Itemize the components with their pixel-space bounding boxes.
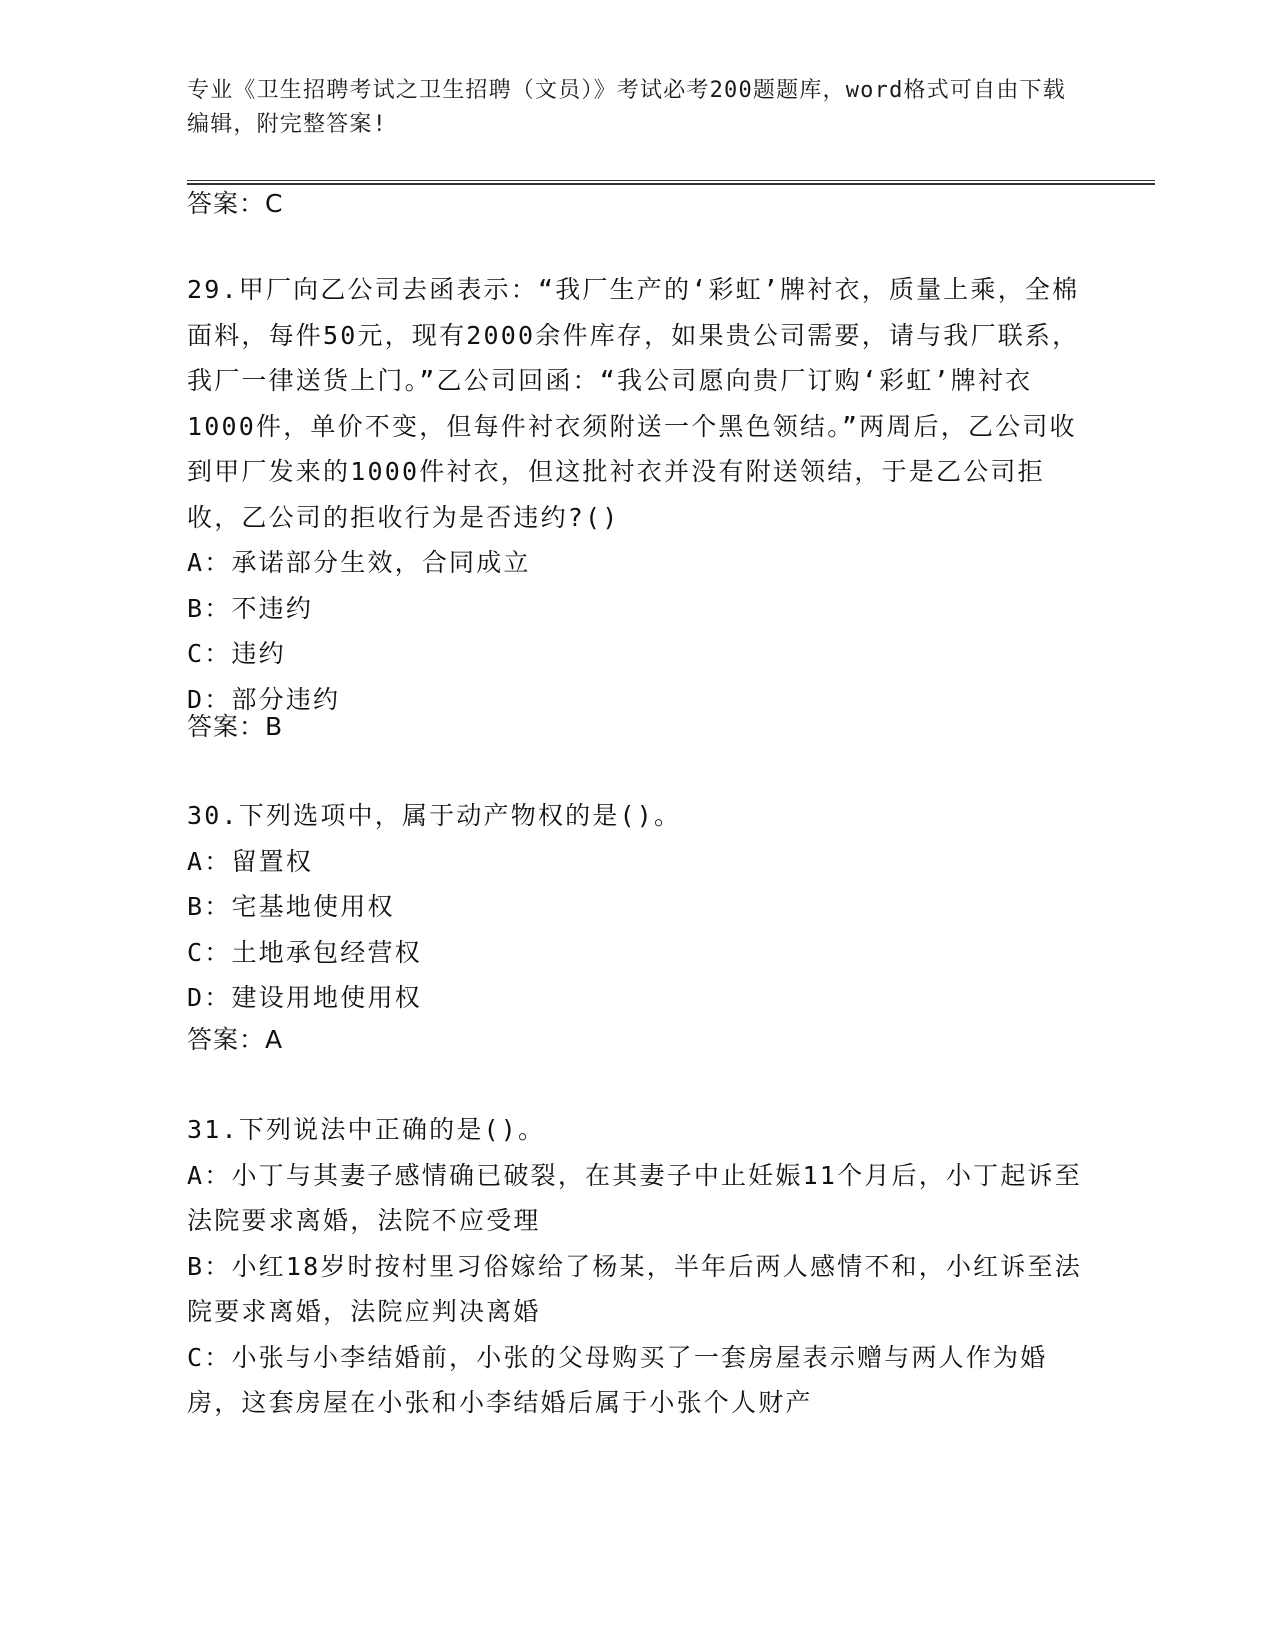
question-30-stem: 30.下列选项中，属于动产物权的是()。 xyxy=(187,801,682,830)
question-30-option-a: A：留置权 xyxy=(187,846,314,876)
question-31-stem: 31.下列说法中正确的是()。 xyxy=(187,1115,546,1144)
question-29-option-a: A：承诺部分生效，合同成立 xyxy=(187,548,531,577)
question-29-stem: 29.甲厂向乙公司去函表示：“我厂生产的‘彩虹’牌衬衣，质量上乘，全棉面料，每件50元，现有2000余件库存，如果贵公司需要，请与我厂联系，我厂一律送货上门。”乙公司回函：“我公司愿向贵厂订购‘彩虹’牌衬衣1000件，单价不变，但每件衬衣须附送一个黑色领结。”两周后，乙公司收到甲厂发来的1000件衬衣，但这批衬衣并没有附送领结，于是乙公司拒收，乙公司的拒收行为是否违约?() xyxy=(187,275,1080,532)
question-31 xyxy=(187,1107,1087,1426)
question-29-option-c: C：违约 xyxy=(187,639,286,668)
question-29-answer: 答案：B xyxy=(187,712,284,741)
question-30-option-b: B：宅基地使用权 xyxy=(187,892,395,921)
question-30-option-c: C：土地承包经营权 xyxy=(187,937,422,967)
question-30-answer: 答案：A xyxy=(187,1025,284,1054)
document-header: 专业《卫生招聘考试之卫生招聘（文员）》考试必考200题题库，word格式可自由下载编辑，附完整答案! xyxy=(187,78,1066,137)
header-rule-thin xyxy=(187,180,1155,181)
question-30 xyxy=(187,793,1087,1021)
question-29 xyxy=(187,267,1087,722)
question-31-option-a: A：小丁与其妻子感情确已破裂，在其妻子中止妊娠11个月后，小丁起诉至法院要求离婚，法院不应受理 xyxy=(187,1160,1082,1235)
answer-prev: 答案：C xyxy=(187,189,284,218)
question-29-option-d: D：部分违约 xyxy=(187,684,341,714)
question-30-option-d: D：建设用地使用权 xyxy=(187,983,422,1012)
question-31-option-c: C：小张与小李结婚前，小张的父母购买了一套房屋表示赠与两人作为婚房，这套房屋在小张和小李结婚后属于小张个人财产 xyxy=(187,1342,1048,1417)
question-29-option-b: B：不违约 xyxy=(187,593,314,623)
question-31-option-b: B：小红18岁时按村里习俗嫁给了杨某，半年后两人感情不和，小红诉至法院要求离婚，法院应判决离婚 xyxy=(187,1251,1082,1326)
